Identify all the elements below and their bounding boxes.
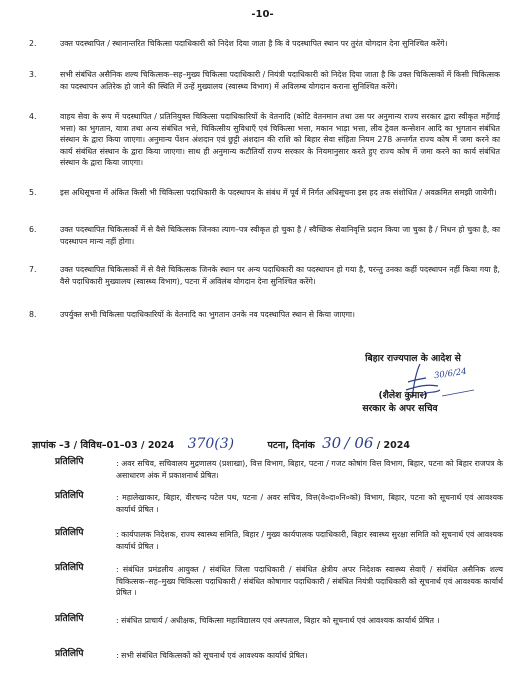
paragraph-6 [29, 224, 500, 247]
place-date-label: पटना, दिनांक [267, 440, 315, 451]
copy-entry: प्रतिलिपि : कार्यपालक निदेशक, राज्य स्वास्थ्य समिति, बिहार / मुख्य कार्यपालक पदाधिकारी, बिहार स्वास्थ्य सुरक्षा समिति को सूचनार्थ एवं आवश्यक कार्यार्थ प्रेषित । [55, 528, 503, 551]
paragraph-number: 7. [29, 265, 37, 274]
paragraph-text: वाहय सेवा के रूप में पदस्थापित / प्रतिनियुक्त चिकित्सा पदाधिकारियों के वेतनादि (कोटि वेतनमान तथा उस पर अनुमान्य राज्य सरकार द्वारा स्वीकृत महँगाई भत्ता) का भुगतान, यात्रा तथा अन्य संबंधित भत्ते, चिकित्सीय सुविधाएँ एवं चिकित्सा भत्ता, मकान भाड़ा भत्ता, लीव ट्रेवल कन्सेशन आदि का भुगतान संबंधित संस्थान के द्वारा किया जाएगा। अनुमान्य पेंशन अंशदान एवं छुट्टी अंशदान की राशि को बिहार सेवा संहिता नियम 278 अन्तर्गत राज्य कोष में जमा करने का कार्य संबंधित संस्थान के द्वारा किया जाएगा। साथ ही अनुमान्य कटौतियाँ राज्य सरकार के नियमानुसार करते हुए राज्य कोष में जमा करने का कार्य संबंधित संस्थान के द्वारा किया जाएगा। [60, 112, 500, 168]
handwritten-memo-number: 370(3) [187, 436, 235, 452]
copy-entry: प्रतिलिपि : संबंधित प्राचार्य / अधीक्षक, चिकित्सा महाविद्यालय एवं अस्पताल, बिहार को सूचनार्थ एवं आवश्यक कार्यार्थ प्रेषित । [63, 615, 503, 627]
paragraph-text: उक्त पदस्थापित / स्थानान्तरित चिकित्सा पदाधिकारी को निदेश दिया जाता है कि वे पदस्थापित स्थान पर तुरंत योगदान देना सुनिश्चित करेंगे। [60, 39, 448, 48]
handwritten-date: 30/6/24 [433, 366, 468, 382]
date-year: / 2024 [376, 440, 410, 451]
paragraph-number: 2. [29, 39, 37, 48]
copy-text: : महालेखाकार, बिहार, वीरचन्द पटेल पथ, पटना / अवर सचिव, वित्त(वे०दा०नि०को) विभाग, बिहार, पटना को सूचनार्थ एवं आवश्यक कार्यार्थ प्रेषित । [116, 493, 503, 514]
copy-entry: प्रतिलिपि : संबंधित प्रमंडलीय आयुक्त / संबंधित जिला पदाधिकारी / संबंधित क्षेत्रीय अपर निदेशक स्वास्थ्य सेवाएँ / संबंधित असैनिक शल्य चिकित्सक–सह–मुख्य चिकित्सा पदाधिकारी / संबंधित कोषागार पदाधिकारी / संबंधित नियंत्री पदाधिकारी को सूचनार्थ एवं आवश्यक कार्यार्थ प्रेषित । [55, 563, 503, 598]
paragraph-number: 3. [29, 70, 37, 79]
paragraph-number: 4. [29, 112, 37, 121]
memo-number: –3 / विविध–01–03 / 2024 [59, 440, 175, 451]
memo-reference: ज्ञापांक –3 / विविध–01–03 / 2024 370(3) पटना, दिनांक 30 / 06 / 2024 [32, 434, 410, 452]
order-line: बिहार राज्यपाल के आदेश से [365, 353, 461, 364]
copy-text: : कार्यपालक निदेशक, राज्य स्वास्थ्य समिति, बिहार / मुख्य कार्यपालक पदाधिकारी, बिहार स्वास्थ्य सुरक्षा समिति को सूचनार्थ एवं आवश्यक कार्यार्थ प्रेषित । [116, 530, 503, 551]
paragraph-5 [29, 187, 500, 199]
handwritten-day: 30 [322, 434, 342, 452]
paragraph-7 [29, 264, 500, 287]
paragraph-text: उपर्युक्त सभी चिकित्सा पदाधिकारियों के वेतनादि का भुगतान उनके नव पदस्थापित स्थान से किया जाएगा। [60, 310, 356, 319]
copy-entry: प्रतिलिपि : महालेखाकार, बिहार, वीरचन्द पटेल पथ, पटना / अवर सचिव, वित्त(वे०दा०नि०को) विभाग, बिहार, पटना को सूचनार्थ एवं आवश्यक कार्यार्थ प्रेषित । [55, 491, 503, 514]
paragraph-number: 8. [29, 310, 37, 319]
paragraph-8 [29, 309, 500, 321]
paragraph-3 [29, 69, 500, 92]
paragraph-2 [29, 38, 500, 50]
paragraph-4 [29, 111, 500, 169]
signatory-name: (शैलेश कुमार) [378, 390, 428, 401]
copy-text: : संबंधित प्रमंडलीय आयुक्त / संबंधित जिला पदाधिकारी / संबंधित क्षेत्रीय अपर निदेशक स्वास्थ्य सेवाएँ / संबंधित असैनिक शल्य चिकित्सक–सह–मुख्य चिकित्सा पदाधिकारी / संबंधित कोषागार पदाधिकारी / संबंधित नियंत्री पदाधिकारी को सूचनार्थ एवं आवश्यक कार्यार्थ प्रेषित । [116, 565, 503, 598]
paragraph-number: 6. [29, 225, 37, 234]
copy-text: : संबंधित प्राचार्य / अधीक्षक, चिकित्सा महाविद्यालय एवं अस्पताल, बिहार को सूचनार्थ एवं आवश्यक कार्यार्थ प्रेषित । [116, 616, 440, 625]
handwritten-month: 06 [354, 434, 374, 452]
copy-entry: प्रतिलिपि : अवर सचिव, सचिवालय मुद्रणालय (प्रशाखा), वित्त विभाग, बिहार, पटना / गजट कोषांग वित्त विभाग, बिहार, पटना को बिहार राजपत्र के असाधारण अंक में प्रकाशनार्थ प्रेषित। [55, 457, 503, 480]
signatory-designation: सरकार के अपर सचिव [362, 403, 438, 414]
copy-text: : सभी संबंधित चिकित्सकों को सूचनार्थ एवं आवश्यक कार्यार्थ प्रेषित। [116, 651, 308, 660]
paragraph-text: सभी संबंधित असैनिक शल्य चिकित्सक–सह–मुख्य चिकित्सा पदाधिकारी / नियंत्री पदाधिकारी को निदेश दिया जाता है कि उक्त चिकित्सकों में किसी चिकित्सक का पदस्थापन अतिरेक हो जाने की स्थिति में उन्हें मुख्यालय (स्वास्थ्य विभाग) में अविलम्ब योगदान कराना सुनिश्चित करेंगे। [60, 70, 500, 91]
paragraph-text: उक्त पदस्थापित चिकित्सकों में से वैसे चिकित्सक जिनका त्याग–पत्र स्वीकृत हो चुका है / स्वैच्छिक सेवानिवृत्ति प्रदान किया जा चुका है / निधन हो चुका है, का पदस्थापन मान्य नहीं होगा। [60, 225, 500, 246]
paragraph-text: उक्त पदस्थापित चिकित्सकों में से वैसे चिकित्सक जिनके स्थान पर अन्य पदाधिकारी का पदस्थापन हो गया है, परन्तु उनका कहीं पदस्थापन नहीं किया गया है, वैसे पदाधिकारी मुख्यालय (स्वास्थ्य विभाग), पटना में अविलंब योगदान देना सुनिश्चित करेंगे। [60, 265, 500, 286]
page-number: -10- [251, 9, 274, 20]
memo-label: ज्ञापांक [32, 440, 56, 451]
copy-text: : अवर सचिव, सचिवालय मुद्रणालय (प्रशाखा), वित्त विभाग, बिहार, पटना / गजट कोषांग वित्त विभाग, बिहार, पटना को बिहार राजपत्र के असाधारण अंक में प्रकाशनार्थ प्रेषित। [116, 459, 503, 480]
paragraph-number: 5. [29, 188, 37, 197]
paragraph-text: इस अधिसूचना में अंकित किसी भी चिकित्सा पदाधिकारी के पदस्थापन के संबंध में पूर्व में निर्गत अधिसूचना इस हद तक संशोधित / अवक्रमित समझी जायेगी। [60, 188, 497, 197]
copy-entry: प्रतिलिपि : सभी संबंधित चिकित्सकों को सूचनार्थ एवं आवश्यक कार्यार्थ प्रेषित। [63, 650, 503, 662]
